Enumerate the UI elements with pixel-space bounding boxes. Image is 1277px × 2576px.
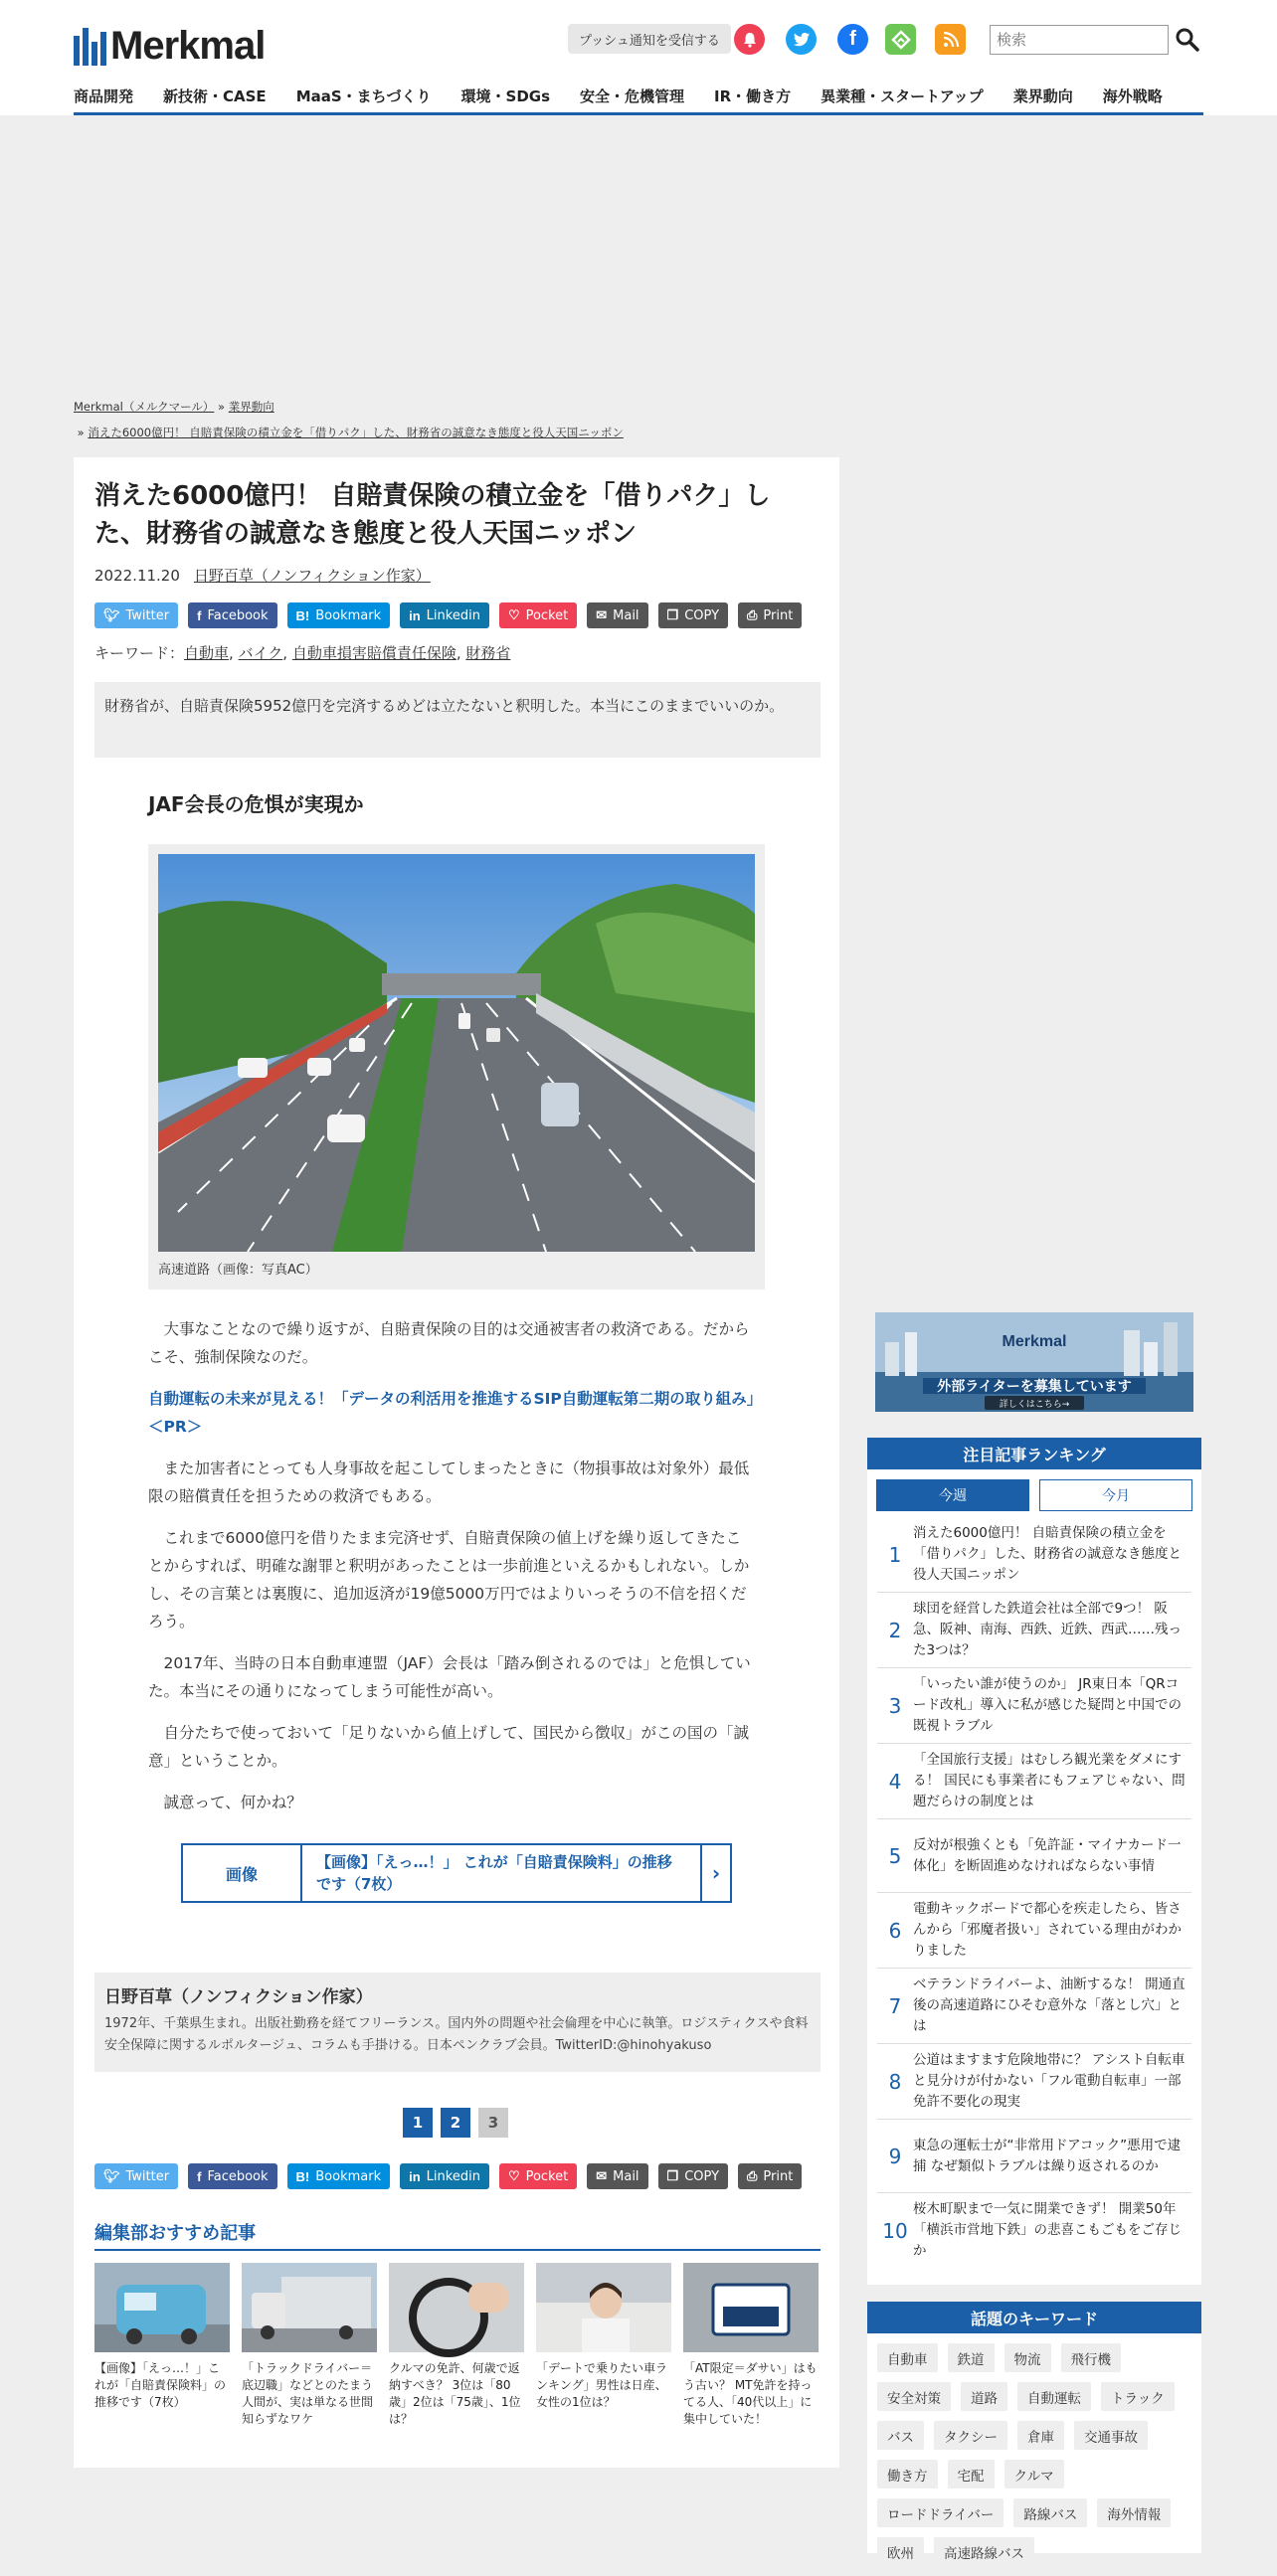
chevron-right-icon: › (711, 1861, 721, 1885)
share-bar-top (94, 602, 802, 628)
share-mail-button[interactable]: ✉ Mail (587, 2163, 647, 2189)
print-button[interactable]: ⎙ Print (738, 2163, 802, 2189)
recommend-thumb (94, 2263, 230, 2352)
pocket-icon: ♡ (507, 2168, 520, 2183)
twitter-icon[interactable] (786, 24, 817, 55)
breadcrumb-home[interactable]: Merkmal（メルクマール） (74, 400, 215, 414)
keyword-tag[interactable]: バス (877, 2421, 924, 2450)
recommend-item[interactable]: クルマの免許、何歳で返納すべき？ 3位は「80歳」2位は「75歳」、1位は？ (389, 2263, 524, 2428)
author-profile-bio: 1972年、千葉県生まれ。出版社勤務を経てフリーランス。国内外の問題や社会倫理を中心に執筆。ロジスティクスや食料安全保障に関するルポルタージュ、コラムも手掛ける。日本ペンクラブ会員。TwitterID:@hinohyakuso (104, 2016, 809, 2053)
keyword-heading: 話題のキーワード (867, 2302, 1201, 2333)
copy-button[interactable]: ❐ COPY (658, 602, 728, 628)
twitter-icon: 🐦︎ (103, 2168, 120, 2183)
banner-logo: Merkmal (1002, 1333, 1067, 1350)
logo-text: Merkmal (110, 24, 266, 68)
gallery-link-label: 画像 (183, 1845, 302, 1901)
keyword-tag[interactable]: 働き方 (877, 2460, 938, 2489)
share-mail-button[interactable]: ✉ Mail (587, 602, 647, 628)
keyword-tags (867, 2333, 1201, 2576)
search-input[interactable] (990, 25, 1169, 55)
banner-cta: 詳しくはこちら→ (999, 1400, 1070, 1410)
ranking-item[interactable]: 7 ベテランドライバーよ、油断するな！ 開通直後の高速道路にひそむ意外な「落とし穴」とは (877, 1969, 1191, 2044)
nav-item[interactable]: 安全・危機管理 (580, 87, 685, 105)
figure-caption: 高速道路（画像：写真AC） (158, 1263, 318, 1278)
keyword-tag[interactable]: クルマ (1004, 2460, 1064, 2489)
article-date: 2022.11.20 (94, 567, 180, 585)
share-pocket-button[interactable]: ♡ Pocket (499, 602, 577, 628)
ranking-item[interactable]: 8 公道はますます危険地帯に？ アシスト自転車と見分けが付かない「フル電動自転車」一部免許不要化の現実 (877, 2044, 1191, 2120)
nav-item[interactable]: 業界動向 (1012, 87, 1073, 105)
ranking-tabs (867, 1469, 1201, 1511)
article-paragraph: 2017年、当時の日本自動車連盟（JAF）会長は「踏み倒されるのでは」と危惧していた。本当にその通りになってしまう可能性が高い。 (148, 1654, 751, 1700)
keyword-panel (867, 2302, 1201, 2562)
article-meta (94, 565, 431, 586)
article-card (74, 457, 839, 2468)
facebook-icon: f (197, 607, 202, 623)
banner-text: 外部ライターを募集しています (937, 1379, 1132, 1395)
recommend-item[interactable]: 「トラックドライバー＝底辺職」などとのたまう人間が、実は単なる世間知らずなワケ (242, 2263, 377, 2428)
ranking-panel (867, 1438, 1201, 2285)
keyword-tag[interactable]: 物流 (1004, 2343, 1051, 2372)
hatena-icon: B! (295, 607, 310, 623)
ranking-item[interactable]: 3 「いったい誰が使うのか」 JR東日本「QRコード改札」導入に私が感じた疑問と中国での既視トラブル (877, 1668, 1191, 1744)
keyword-tag[interactable]: 路線バス (1013, 2498, 1087, 2527)
hatena-icon: B! (295, 2168, 310, 2184)
share-hatena-button[interactable]: B! Bookmark (287, 2163, 391, 2189)
page-1-button[interactable]: 1 (403, 2108, 433, 2138)
keyword-link[interactable]: 財務省 (465, 644, 511, 662)
ranking-item[interactable]: 2 球団を経営した鉄道会社は全部で9つ！ 阪急、阪神、南海、西鉄、近鉄、西武……残った3つは？ (877, 1593, 1191, 1668)
article-paragraph: 自分たちで使っておいて「足りないから値上げして、国民から徴収」がこの国の「誠意」ということか。 (148, 1724, 750, 1770)
ranking-item[interactable]: 10 桜木町駅まで一気に開業できず！ 開業50年「横浜市営地下鉄」の悲喜こもごもをご存じか (882, 2201, 1182, 2259)
highway-photo[interactable] (158, 854, 755, 1252)
section-heading: JAF会長の危惧が実現か (148, 792, 364, 816)
ranking-item[interactable]: 6 電動キックボードで都心を疾走したら、皆さんから「邪魔者扱い」されている理由がわかりました (877, 1893, 1191, 1969)
pr-link[interactable]: 自動運転の未来が見える！「データの利活用を推進するSIP自動運転第二期の取り組み」＜PR＞ (148, 1390, 755, 1436)
logo-mark (74, 26, 106, 66)
facebook-icon[interactable]: f (837, 24, 868, 55)
article-title: 消えた6000億円！ 自賠責保険の積立金を「借りパク」した、財務省の誠意なき態度と役人天国ニッポン (94, 481, 771, 549)
breadcrumb-current[interactable]: 消えた6000億円！ 自賠責保険の積立金を「借りパク」した、財務省の誠意なき態度と役人天国ニッポン (88, 426, 624, 439)
keyword-tag[interactable]: 自動運転 (1017, 2382, 1091, 2411)
breadcrumb-category[interactable]: 業界動向 (228, 400, 274, 414)
keyword-tag[interactable]: 海外情報 (1097, 2498, 1171, 2527)
rss-icon[interactable] (935, 24, 966, 55)
ranking-item[interactable]: 4 「全国旅行支援」はむしろ観光業をダメにする！ 国民にも事業者にもフェアじゃない、問題だらけの制度とは (877, 1744, 1191, 1819)
keyword-link[interactable]: 自動車 (184, 644, 230, 662)
article-paragraph: これまで6000億円を借りたまま完済せず、自賠責保険の値上げを繰り返してきたことからすれば、明確な謝罪と釈明があったことは一歩前進といえるかもしれない。しかし、その言葉とは裏腹に、追加返済が19億5000万円ではよりいっそうの不信を招くだろう。 (148, 1529, 750, 1631)
site-logo[interactable] (74, 22, 265, 66)
mail-icon: ✉ (596, 607, 608, 622)
ranking-item[interactable]: 1 消えた6000億円！ 自賠責保険の積立金を「借りパク」した、財務省の誠意なき態度と役人天国ニッポン (877, 1517, 1191, 1593)
article-paragraph: 誠意って、何かね？ (148, 1794, 302, 1811)
bell-icon[interactable] (734, 24, 765, 55)
share-linkedin-button[interactable]: in Linkedin (400, 2163, 489, 2189)
nav-item[interactable]: 環境・SDGs (460, 87, 551, 105)
ranking-heading: 注目記事ランキング (867, 1438, 1201, 1469)
article-figure (148, 844, 765, 1289)
keyword-tag[interactable]: 交通事故 (1074, 2421, 1148, 2450)
keyword-tag[interactable]: 倉庫 (1017, 2421, 1064, 2450)
twitter-icon: 🐦︎ (103, 607, 120, 622)
share-bar-bottom (94, 2163, 802, 2189)
share-pocket-button[interactable]: ♡ Pocket (499, 2163, 577, 2189)
copy-icon: ❐ (666, 607, 679, 622)
pagination (403, 2108, 508, 2138)
tab-week[interactable]: 今週 (876, 1479, 1029, 1511)
page-2-button[interactable]: 2 (441, 2108, 470, 2138)
keyword-tag[interactable]: 宅配 (948, 2460, 995, 2489)
recommend-thumb (683, 2263, 819, 2352)
ranking-item[interactable]: 5 反対が根強くとも「免許証・マイナカード一体化」を断固進めなければならない事情 (877, 1819, 1191, 1893)
share-twitter-button[interactable]: 🐦︎ Twitter (94, 602, 178, 628)
print-button[interactable]: ⎙ Print (738, 602, 802, 628)
recommend-divider (94, 2249, 821, 2251)
author-profile (94, 1973, 821, 2072)
recommend-item[interactable]: 「AT限定＝ダサい」はもう古い？ MT免許を持ってる人、「40代以上」に集中していた！ (683, 2263, 819, 2428)
recommend-thumb (242, 2263, 377, 2352)
recommend-grid (94, 2263, 819, 2428)
linkedin-icon: in (409, 607, 421, 623)
recommend-thumb (389, 2263, 524, 2352)
facebook-icon: f (197, 2168, 202, 2184)
nav-item[interactable]: IR・働き方 (714, 87, 792, 105)
copy-icon: ❐ (666, 2168, 679, 2183)
print-icon: ⎙ (747, 2168, 758, 2183)
author-link[interactable]: 日野百草（ノンフィクション作家） (193, 567, 431, 585)
keyword-tag[interactable]: 欧州 (877, 2537, 924, 2566)
nav-item[interactable]: 新技術・CASE (163, 87, 267, 105)
ranking-list (867, 1511, 1201, 2268)
keyword-tag[interactable]: 飛行機 (1061, 2343, 1122, 2372)
gallery-link-text: 【画像】「えっ…！」 これが「自賠責保険料」の推移です（7枚） (302, 1845, 702, 1901)
author-profile-name: 日野百草（ノンフィクション作家） (104, 1987, 373, 2007)
nav-item[interactable]: 海外戦略 (1102, 87, 1163, 105)
article-keywords: キーワード：自動車, バイク, 自動車損害賠償責任保険, 財務省 (94, 644, 511, 662)
gallery-link[interactable] (181, 1843, 732, 1903)
copy-button[interactable]: ❐ COPY (658, 2163, 728, 2189)
mail-icon: ✉ (596, 2168, 608, 2183)
writer-recruit-banner[interactable] (875, 1312, 1193, 1412)
keyword-tag[interactable]: 自動車 (877, 2343, 938, 2372)
article-paragraph: また加害者にとっても人身事故を起こしてしまったときに（物損事故は対象外）最低限の賠償責任を担うための救済でもある。 (148, 1460, 750, 1505)
search-icon[interactable] (1175, 27, 1200, 53)
recommend-item[interactable]: 「デートで乗りたい車ランキング」男性は日産、女性の1位は？ (536, 2263, 671, 2428)
keyword-tag[interactable]: 安全対策 (877, 2382, 951, 2411)
keyword-tag[interactable]: タクシー (934, 2421, 1007, 2450)
keyword-link[interactable]: 自動車損害賠償責任保険 (291, 644, 456, 662)
share-facebook-button[interactable]: f Facebook (188, 2163, 276, 2189)
push-notification-button[interactable]: プッシュ通知を受信する (568, 24, 731, 54)
keyword-tag[interactable]: トラック (1101, 2382, 1175, 2411)
nav-item[interactable]: 商品開発 (74, 87, 134, 105)
tab-month[interactable]: 今月 (1039, 1479, 1192, 1511)
main-nav (74, 84, 1203, 115)
article-lead: 財務省が、自賠責保険5952億円を完済するめどは立たないと釈明した。本当にこのままでいいのか。 (94, 682, 821, 758)
share-facebook-button[interactable]: f Facebook (188, 602, 276, 628)
article-paragraph: 大事なことなので繰り返すが、自賠責保険の目的は交通被害者の救済である。だからこそ、強制保険なのだ。 (148, 1320, 750, 1366)
feedly-icon[interactable] (885, 24, 916, 55)
share-linkedin-button[interactable]: in Linkedin (400, 602, 489, 628)
keyword-tag[interactable]: ロードドライバー (877, 2498, 1003, 2527)
print-icon: ⎙ (747, 607, 758, 622)
keyword-tag[interactable]: 鉄道 (948, 2343, 995, 2372)
recommend-item[interactable]: 【画像】「えっ…！」これが「自賠責保険料」の推移です（7枚） (94, 2263, 230, 2428)
nav-item[interactable]: MaaS・まちづくり (295, 87, 432, 105)
page-3-button[interactable]: 3 (478, 2108, 508, 2138)
nav-item[interactable]: 異業種・スタートアップ (821, 87, 984, 105)
breadcrumb: Merkmal（メルクマール） » 業界動向 » 消えた6000億円！ 自賠責保険の積立金を「借りパク」した、財務省の誠意なき態度と役人天国ニッポン (74, 400, 624, 439)
recommend-thumb (536, 2263, 671, 2352)
ranking-item[interactable]: 9 東急の運転士が“非常用ドアコック”悪用で逮捕 なぜ類似トラブルは繰り返されるのか (877, 2120, 1191, 2193)
keyword-tag[interactable]: 高速路線バス (934, 2537, 1034, 2566)
site-header (0, 0, 1277, 115)
linkedin-icon: in (409, 2168, 421, 2184)
share-twitter-button[interactable]: 🐦︎ Twitter (94, 2163, 178, 2189)
keyword-link[interactable]: バイク (238, 644, 283, 662)
pocket-icon: ♡ (507, 607, 520, 622)
keyword-tag[interactable]: 道路 (961, 2382, 1007, 2411)
share-hatena-button[interactable]: B! Bookmark (287, 602, 391, 628)
recommend-heading: 編集部おすすめ記事 (94, 2223, 257, 2244)
